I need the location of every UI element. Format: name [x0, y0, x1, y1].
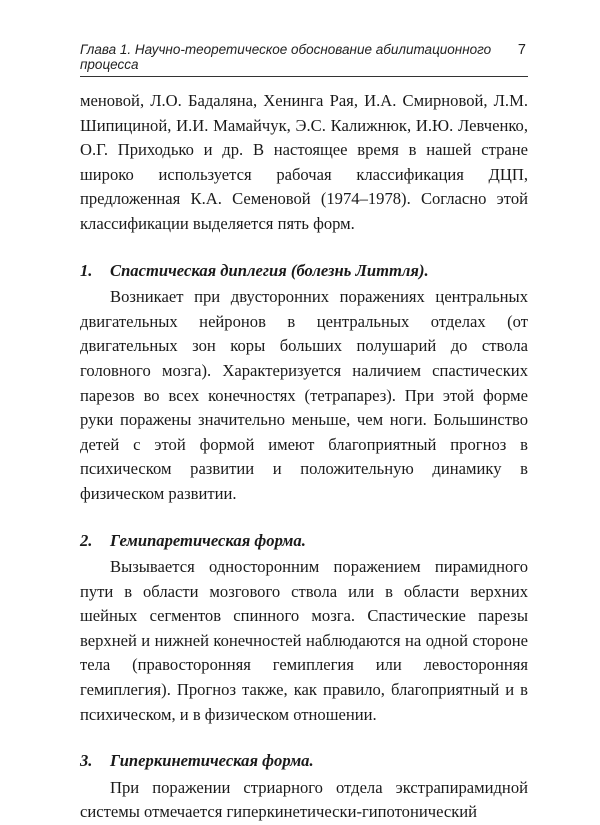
section-heading-2 — [80, 529, 528, 554]
section-paragraph-2: Вызывается односторонним поражением пирамидного пути в области мозгового ствола или в области верхних шейных сегментов спинного мозга. Спастические парезы верхней и нижней конечностей наблюдаются на одной стороне тела (правосторонняя гемиплегия или левосторонняя гемиплегия). Прогноз также, как правило, благоприятный и в психическом, и в физическом отношении. — [80, 557, 528, 724]
section-paragraph-1: Возникает при двусторонних поражениях центральных двигательных нейронов в центральных отделах (от двигательных зон коры больших полушарий до ствола головного мозга). Характеризуется наличием спастических парезов во всех конечностях (тетрапарез). При этой форме руки поражены значительно меньше, чем ноги. Большинство детей с этой формой имеют благоприятный прогноз в психическом развитии и положительную динамику в физическом развитии. — [80, 287, 528, 503]
intro-paragraph: меновой, Л.О. Бадаляна, Хенинга Рая, И.А. Смирновой, Л.М. Шипициной, И.И. Мамайчук, Э.С. Калижнюк, И.Ю. Левченко, О.Г. Приходько и др. В настоящее время в нашей стране широко используется рабочая классификация ДЦП, предложенная К.А. Семеновой (1974–1978). Согласно этой классификации выделяется пять форм. — [80, 91, 528, 233]
chapter-title: Глава 1. Научно-теоретическое обоснование абилитационного процесса — [80, 42, 492, 72]
section-number: 1. — [80, 260, 93, 280]
section-title: Гиперкинетическая форма. — [110, 751, 314, 771]
section-number: 3. — [80, 751, 93, 771]
running-head — [80, 0, 528, 77]
section-heading-3 — [80, 749, 528, 774]
section-title: Спастическая диплегия (болезнь Литтля). — [110, 260, 429, 280]
page-body — [80, 89, 528, 825]
section-number: 2. — [80, 530, 93, 550]
section-paragraph-3: При поражении стриарного отдела экстрапирамидной системы отмечается гиперкинетически-гипотонический — [80, 777, 528, 822]
section-heading-1 — [80, 259, 528, 284]
section-title: Гемипаретическая форма. — [110, 530, 306, 550]
page-number: 7 — [517, 42, 526, 58]
